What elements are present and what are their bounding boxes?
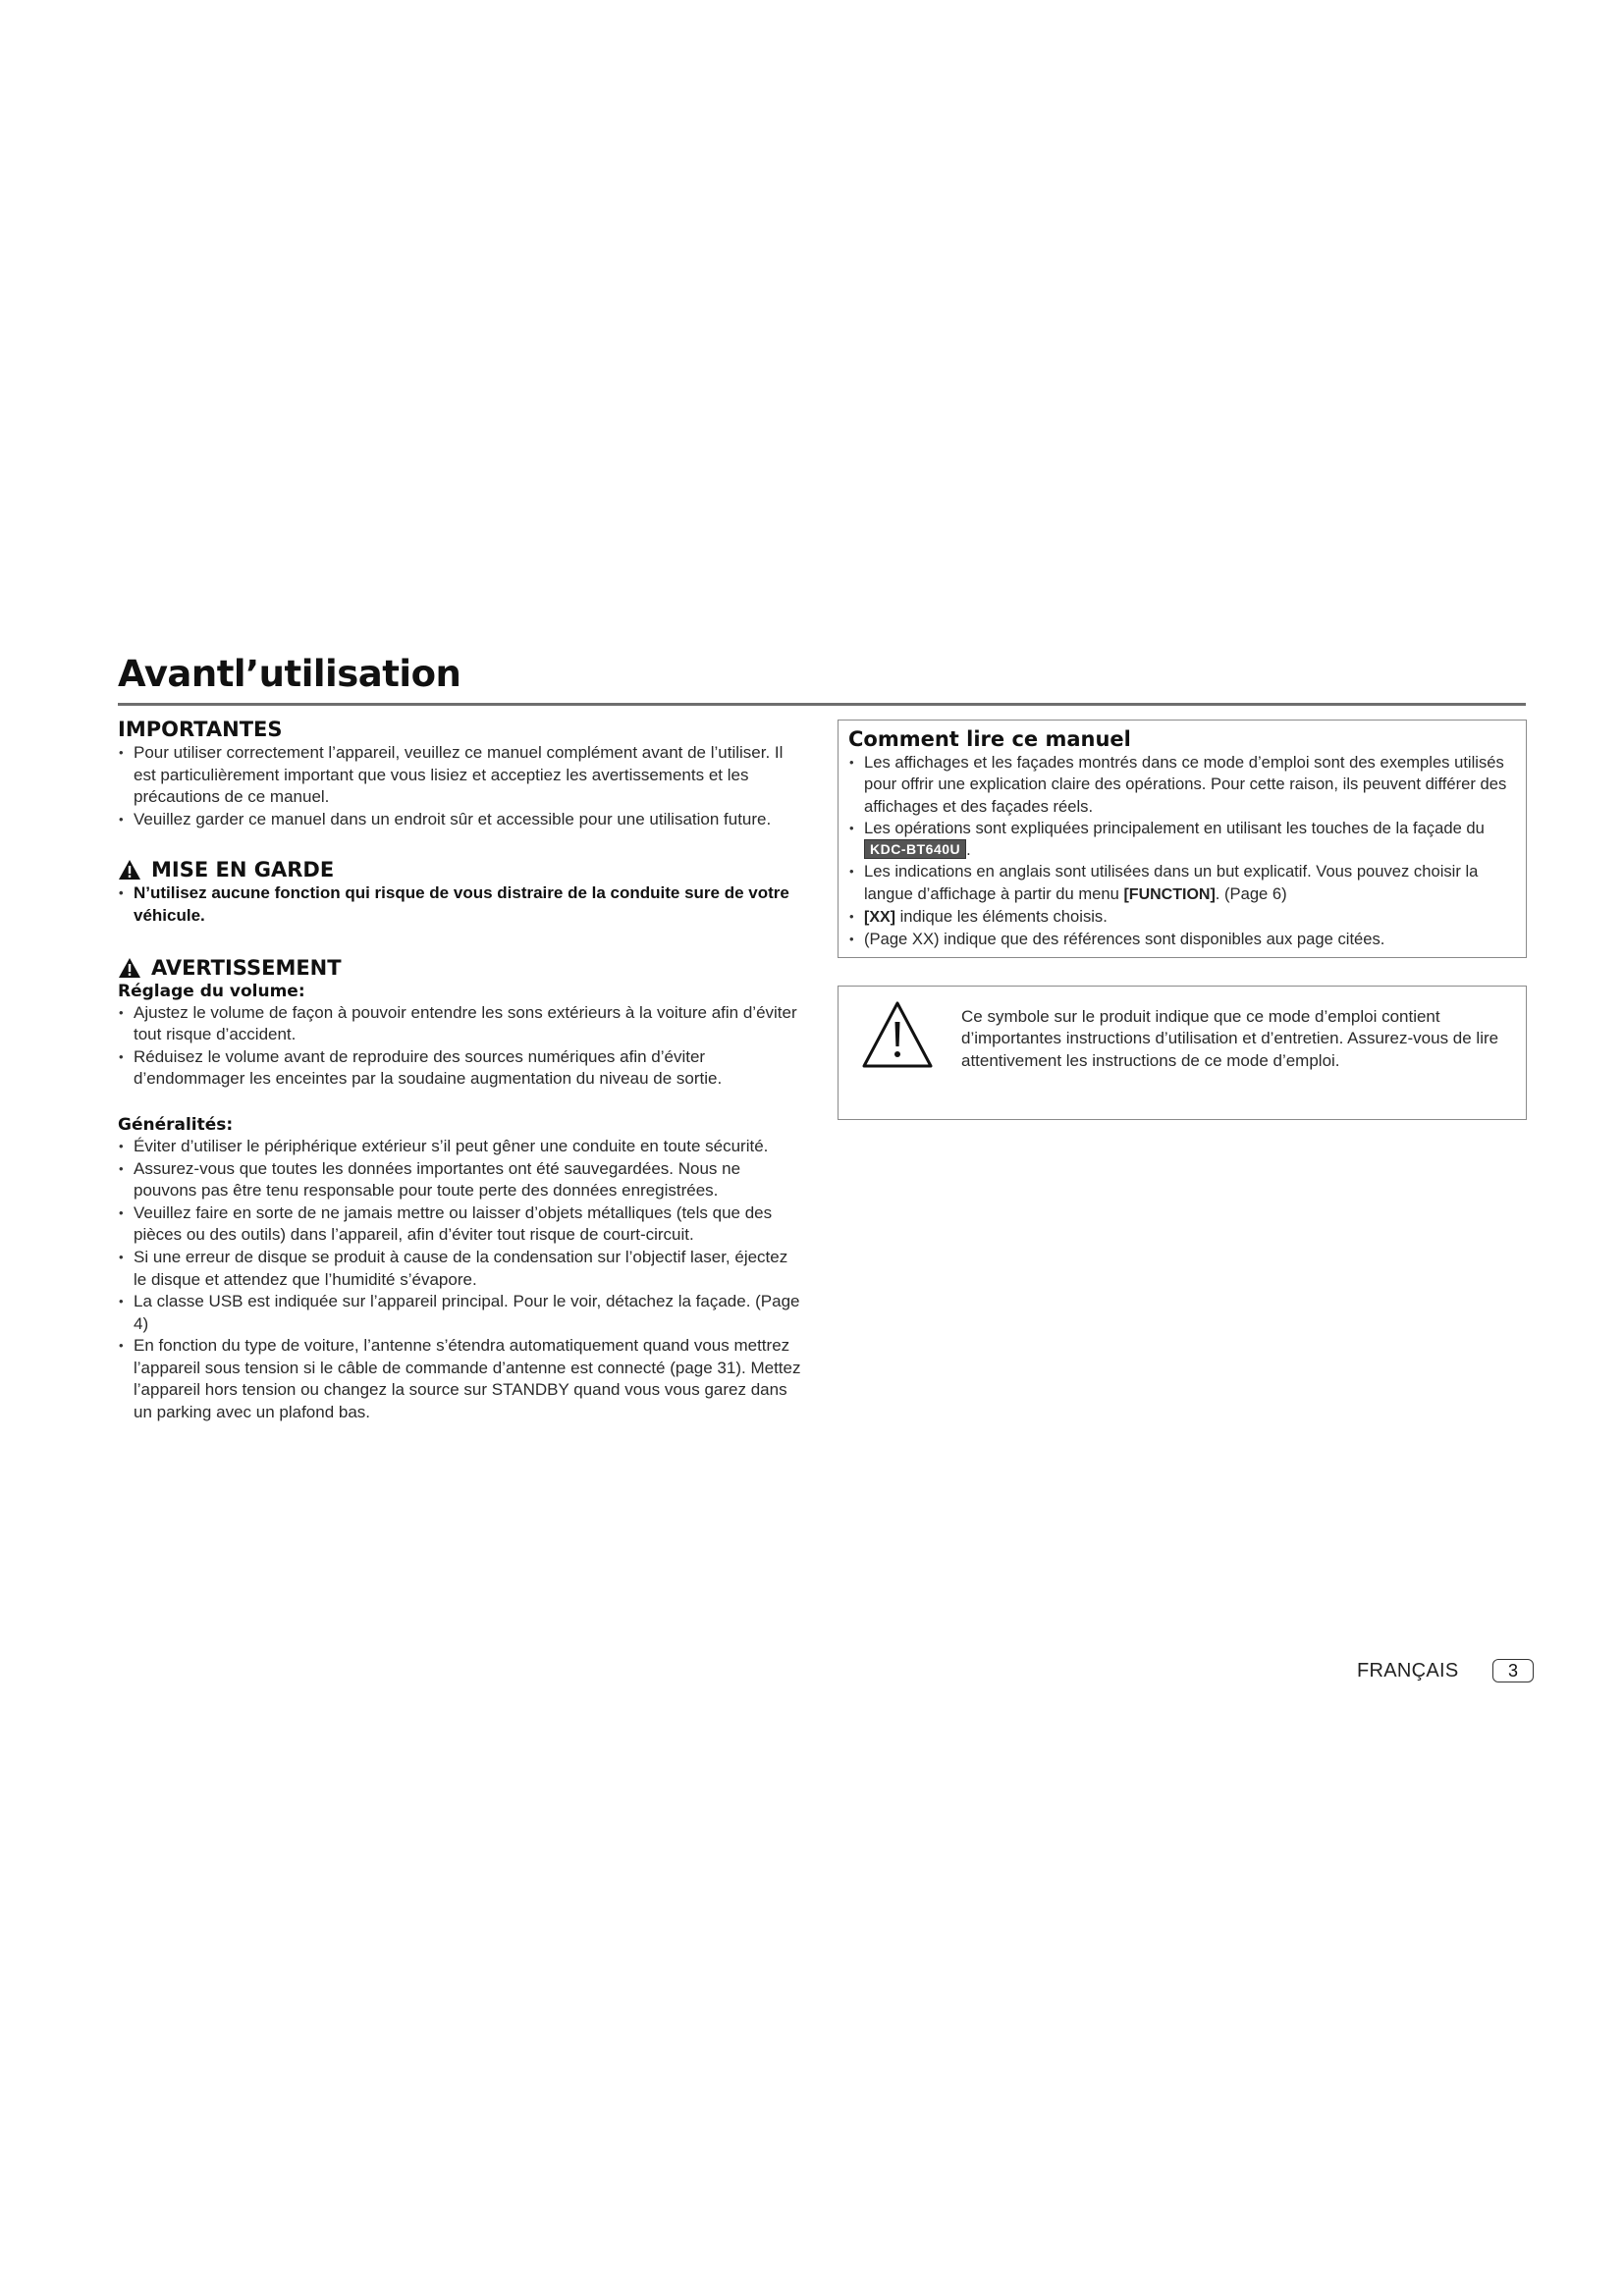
- model-badge: KDC-BT640U: [864, 839, 966, 859]
- mise-en-garde-header: [118, 857, 805, 882]
- mise-en-garde-list: [118, 882, 805, 927]
- xx-key-label: [XX]: [864, 909, 895, 927]
- list-item: • En fonction du type de voiture, l’antenne s’étendra automatiquement quand vous mettrez l’appareil sous tension si le câble de commande d’antenne est connecté (page 31). Mettez l’appareil hors tension ou changez la source sur STANDBY quand vous vous garez dans un parking avec un plafond bas.: [118, 1335, 805, 1423]
- general-subheading: Généralités:: [118, 1114, 234, 1135]
- list-item: • Veuillez garder ce manuel dans un endroit sûr et accessible pour une utilisation future.: [118, 809, 805, 831]
- list-item: • La classe USB est indiquée sur l’appareil principal. Pour le voir, détachez la façade. (Page 4): [118, 1291, 805, 1335]
- mise-en-garde-section: [118, 857, 805, 927]
- symbol-note-box: [838, 986, 1527, 1120]
- page-title: Avantl’utilisation: [118, 653, 461, 695]
- item-text: indique les éléments choisis.: [895, 907, 1108, 927]
- list-item: • Assurez-vous que toutes les données importantes ont été sauvegardées. Nous ne pouvons pas être tenu responsable pour toute perte des données enregistrées.: [118, 1158, 805, 1202]
- item-text: . (Page 6): [1215, 883, 1287, 903]
- list-item: • Éviter d’utiliser le périphérique extérieur s’il peut gêner une conduite en toute sécurité.: [118, 1136, 805, 1158]
- volume-list: [118, 1002, 805, 1091]
- list-item: • Ajustez le volume de façon à pouvoir entendre les sons extérieurs à la voiture afin d’éviter tout risque d’accident.: [118, 1002, 805, 1046]
- importantes-list: [118, 742, 805, 830]
- how-to-read-box: [838, 720, 1527, 958]
- list-item: • Les affichages et les façades montrés dans ce mode d’emploi sont des exemples utilisés pour offrir une explication claire des opérations. Pour cette raison, ils peuvent différer des affichages et des façades réels.: [848, 752, 1516, 818]
- caution-triangle-icon: [861, 1000, 934, 1069]
- left-column: [118, 717, 805, 1424]
- list-item: • Veuillez faire en sorte de ne jamais mettre ou laisser d’objets métalliques (tels que des pièces ou des outils) dans l’appareil, afin d’éviter tout risque de court-circuit.: [118, 1202, 805, 1247]
- item-text: Les opérations sont expliquées principalement en utilisant les touches de la façade du: [864, 818, 1485, 837]
- list-item: • Pour utiliser correctement l’appareil, veuillez ce manuel complément avant de l’utiliser. Il est particulièrement important que vous lisiez et acceptiez les avertissements et les précautions de ce manuel.: [118, 742, 805, 809]
- warning-triangle-icon: [118, 859, 141, 881]
- volume-subheading: Réglage du volume:: [118, 981, 305, 1001]
- function-key-label: [FUNCTION]: [1123, 885, 1216, 903]
- list-item: • (Page XX) indique que des références sont disponibles aux page citées.: [848, 929, 1516, 950]
- mise-en-garde-heading: MISE EN GARDE: [151, 858, 335, 882]
- list-item: [848, 906, 1516, 929]
- list-item: [848, 861, 1516, 906]
- how-to-read-heading: Comment lire ce manuel: [848, 727, 1131, 751]
- list-item: • Si une erreur de disque se produit à cause de la condensation sur l’objectif laser, éjectez le disque et attendez que l’humidité s’évapore.: [118, 1247, 805, 1291]
- page-number: 3: [1492, 1659, 1534, 1682]
- warning-triangle-icon: [118, 957, 141, 979]
- list-item: [848, 818, 1516, 862]
- list-item: • N’utilisez aucune fonction qui risque de vous distraire de la conduite sure de votre véhicule.: [118, 882, 805, 927]
- general-list: [118, 1136, 805, 1424]
- list-item: • Réduisez le volume avant de reproduire des sources numériques afin d’éviter d’endommager les enceintes par la soudaine augmentation du niveau de sortie.: [118, 1046, 805, 1091]
- avertissement-heading: AVERTISSEMENT: [151, 955, 342, 980]
- importantes-heading: IMPORTANTES: [118, 718, 283, 741]
- symbol-note-text: Ce symbole sur le produit indique que ce mode d’emploi contient d’importantes instructions d’utilisation et d’entretien. Assurez-vous de lire attentivement les instructions de ce mode d’emploi.: [961, 1006, 1499, 1070]
- importantes-section: [118, 717, 805, 830]
- right-column: [838, 720, 1525, 1120]
- footer-language: FRANÇAIS: [1357, 1660, 1459, 1682]
- item-text: .: [966, 840, 971, 860]
- title-divider: [118, 703, 1526, 706]
- avertissement-section: [118, 955, 805, 1424]
- item-text: Les indications en anglais sont utilisées dans un but explicatif. Vous pouvez choisir la langue d’affichage à partir du menu: [864, 862, 1479, 903]
- how-to-read-list: [848, 752, 1516, 951]
- avertissement-header: [118, 955, 805, 981]
